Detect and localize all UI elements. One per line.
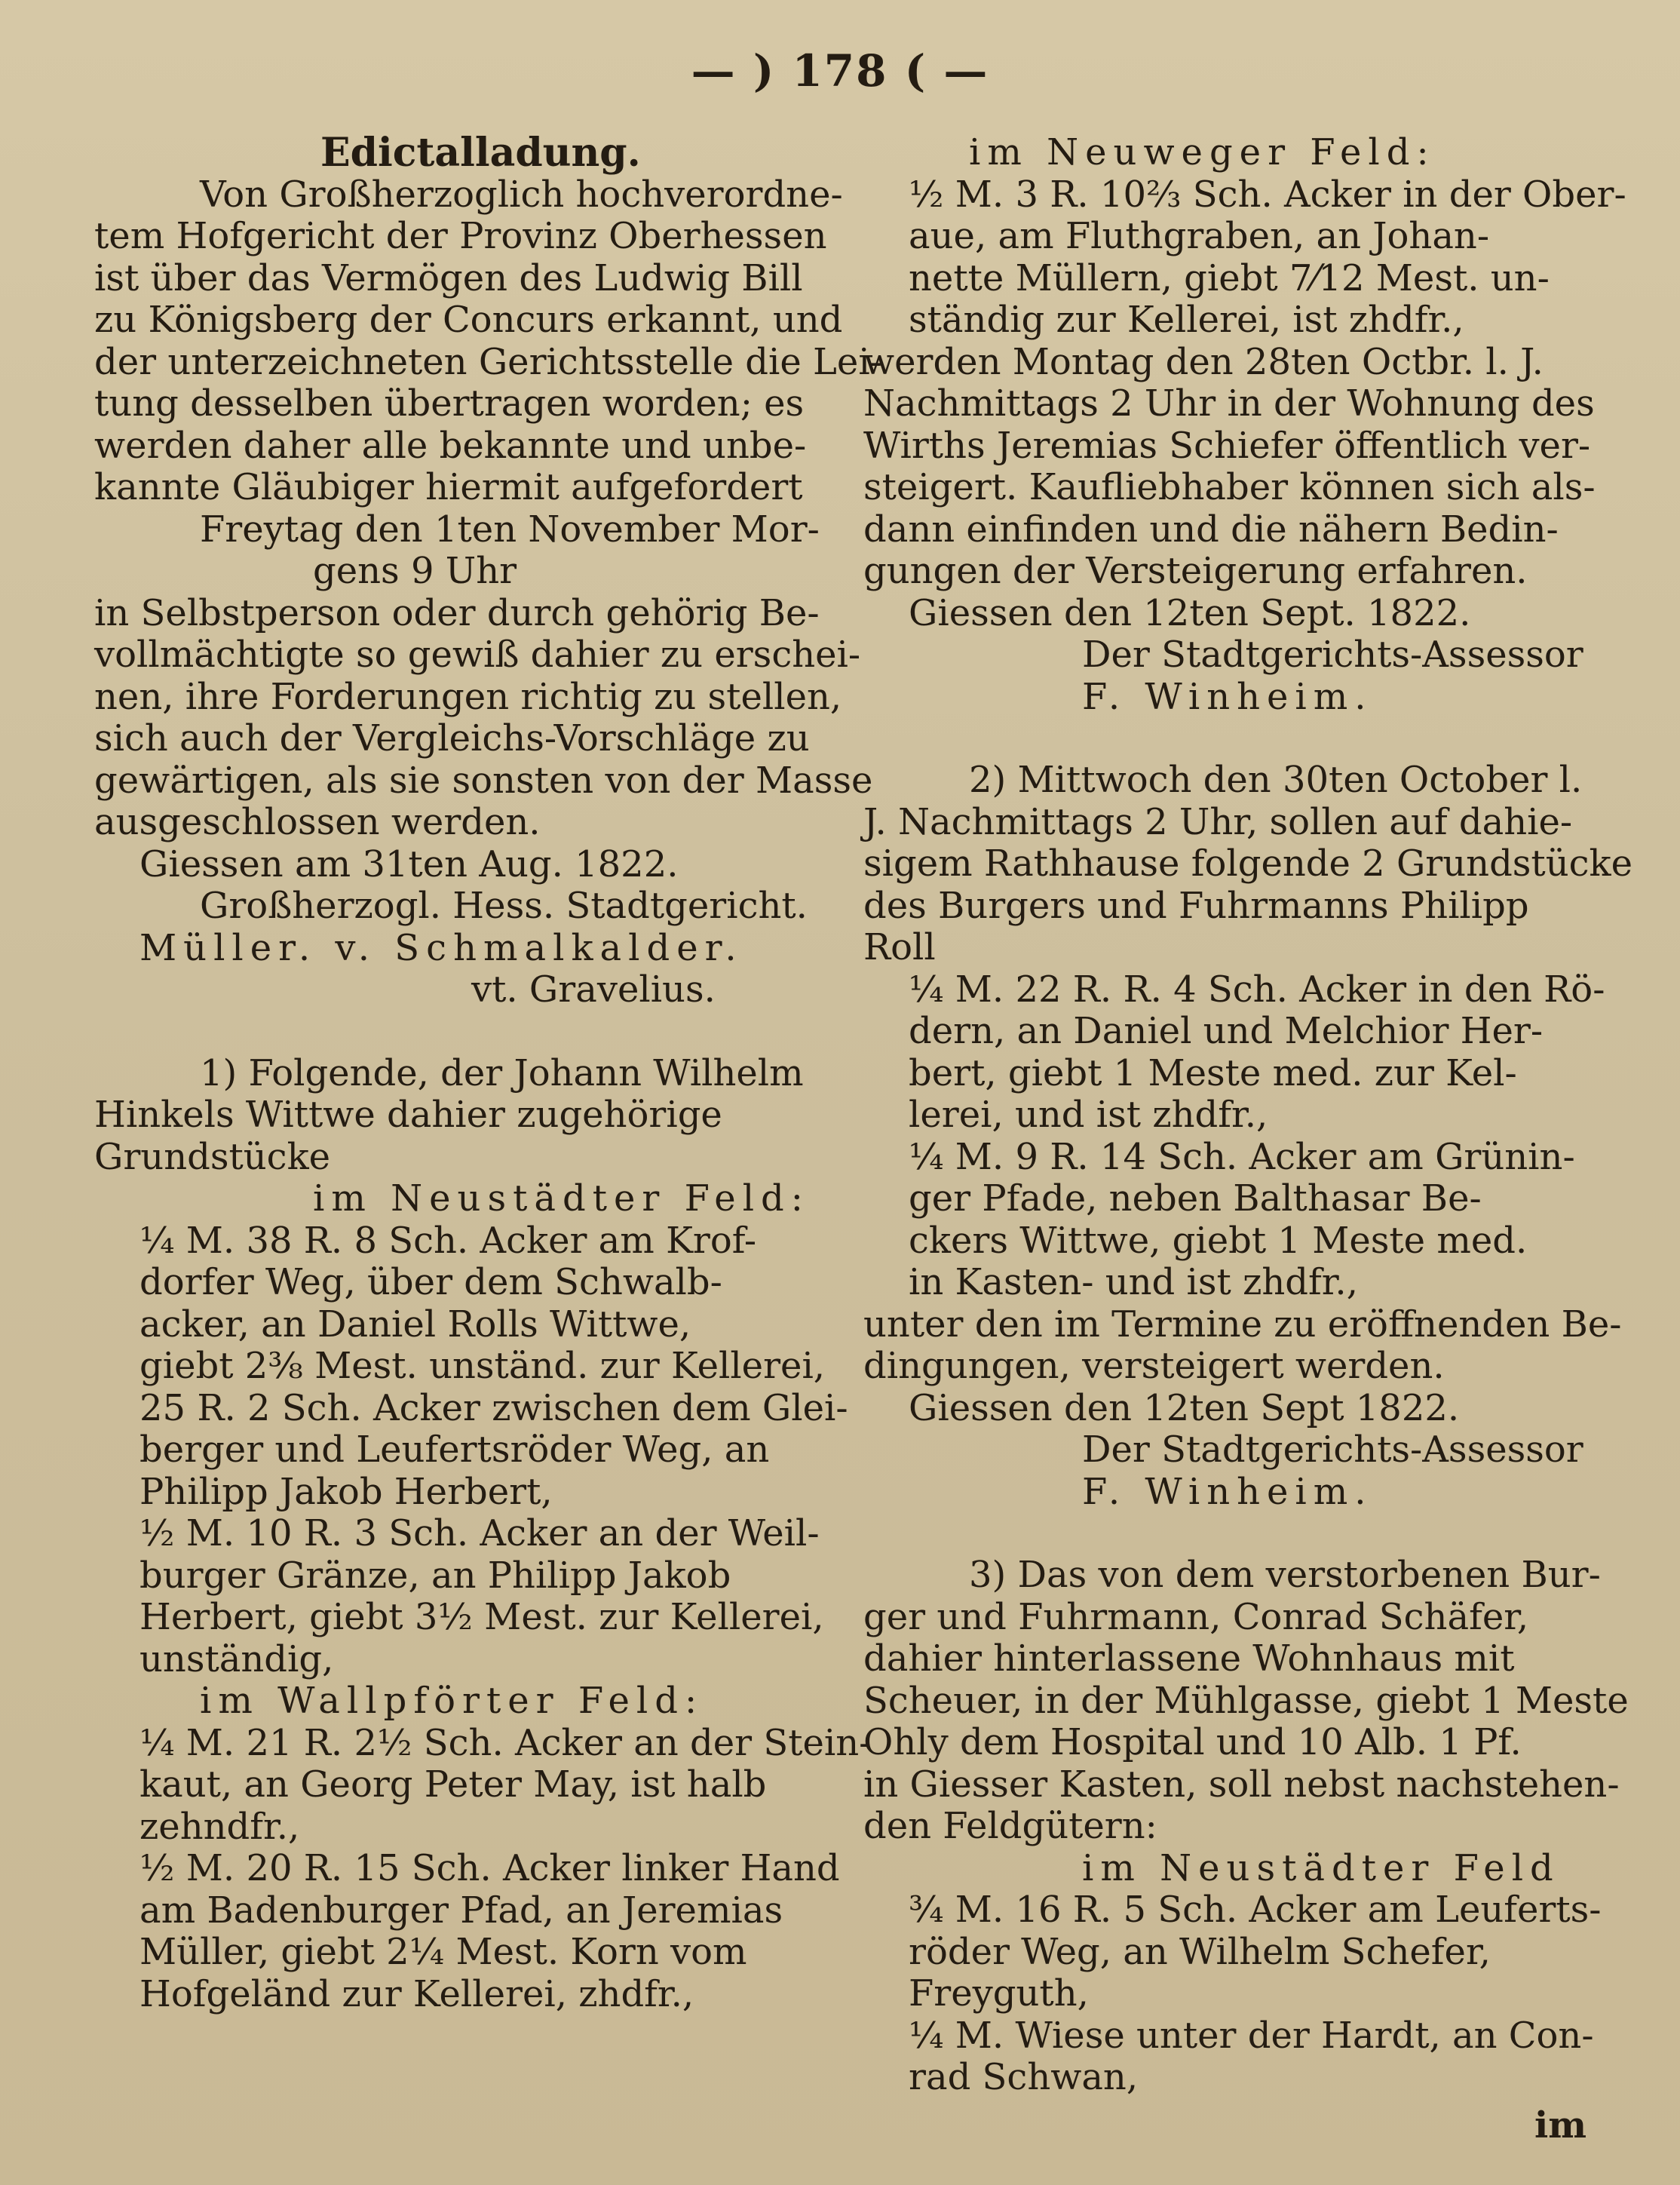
text-line: 25 R. 2 Sch. Acker zwischen dem Glei- [139,1386,848,1429]
text-line: Wirths Jeremias Schiefer öffentlich ver- [863,424,1591,467]
text-line: Ohly dem Hospital und 10 Alb. 1 Pf. [863,1721,1522,1763]
text-line: tung desselben übertragen worden; es [94,382,805,425]
text-line: Müller. v. Schmalkalder. [139,926,743,969]
text-line: ¼ M. 38 R. 8 Sch. Acker am Krof- [139,1219,757,1262]
text-line: Freytag den 1ten November Mor- [200,508,820,551]
text-line: vollmächtigte so gewiß dahier zu erschei- [94,634,861,676]
text-line: der unterzeichneten Gerichtsstelle die Lei- [94,340,882,383]
text-line: röder Weg, an Wilhelm Schefer, [909,1930,1491,1973]
text-line: ½ M. 10 R. 3 Sch. Acker an der Weil- [139,1512,820,1554]
text-line: berger und Leufertsröder Weg, an [139,1429,770,1471]
text-line: ¼ M. Wiese unter der Hardt, an Con- [909,2014,1594,2057]
text-line: im Wallpförter Feld: [200,1680,704,1722]
document-title: Edictalladung. [320,130,641,176]
text-line: Freyguth, [909,1972,1089,2015]
text-line: Giessen den 12ten Sept 1822. [909,1386,1460,1429]
spacer [94,1011,833,1053]
text-line: Giessen am 31ten Aug. 1822. [139,842,679,885]
text-line: F. Winheim. [1082,675,1373,718]
text-line: im Neuweger Feld: [969,131,1436,173]
text-line: in Kasten- und ist zhdfr., [909,1261,1358,1303]
text-line: in Selbstperson oder durch gehörig Be- [94,591,820,634]
text-line: giebt 2⅜ Mest. unständ. zur Kellerei, [139,1345,826,1387]
text-line: dingungen, versteigert werden. [863,1345,1445,1387]
text-line: J. Nachmittags 2 Uhr, sollen auf dahie- [863,800,1573,843]
text-line: ckers Wittwe, giebt 1 Meste med. [909,1219,1528,1262]
text-line: lerei, und ist zhdfr., [909,1094,1268,1136]
text-line: Hinkels Wittwe dahier zugehörige [94,1094,722,1136]
text-line: unständig, [139,1637,334,1680]
text-line: dern, an Daniel und Melchior Her- [909,1010,1544,1052]
text-line: Der Stadtgerichts-Assessor [1082,1429,1583,1471]
text-line: Scheuer, in der Mühlgasse, giebt 1 Meste [863,1679,1629,1722]
text-line: ¼ M. 22 R. R. 4 Sch. Acker in den Rö- [909,968,1605,1011]
text-line: am Badenburger Pfad, an Jeremias [139,1889,783,1932]
text-line: steigert. Kaufliebhaber können sich als- [863,466,1596,508]
text-line: nette Müllern, giebt 7⁄12 Mest. un- [909,256,1550,299]
text-line: ½ M. 20 R. 15 Sch. Acker linker Hand [139,1847,840,1889]
text-line: zehndfr., [139,1805,300,1848]
text-line: aue, am Fluthgraben, an Johan- [909,215,1490,257]
spacer [863,1513,1602,1554]
text-line: ¼ M. 21 R. 2½ Sch. Acker an der Stein- [139,1721,872,1764]
text-line: Herbert, giebt 3½ Mest. zur Kellerei, [139,1596,824,1638]
text-line: dorfer Weg, über dem Schwalb- [139,1261,722,1303]
text-line: ¼ M. 9 R. 14 Sch. Acker am Grünin- [909,1135,1575,1178]
text-line: dann einfinden und die nähern Bedin- [863,508,1559,551]
page-number: — ) 178 ( — [691,45,989,97]
text-line: nen, ihre Forderungen richtig zu stellen, [94,675,842,718]
text-line: F. Winheim. [1082,1470,1373,1513]
text-line: sigem Rathhause folgende 2 Grundstücke [863,842,1632,885]
text-line: ist über das Vermögen des Ludwig Bill [94,256,803,299]
spacer [863,718,1602,760]
text-line: Nachmittags 2 Uhr in der Wohnung des [863,382,1595,425]
text-line: gungen der Versteigerung erfahren. [863,550,1528,592]
text-line: Großherzogl. Hess. Stadtgericht. [200,885,808,927]
text-line: Müller, giebt 2¼ Mest. Korn vom [139,1931,747,1973]
catchword: im [1534,2104,1587,2147]
text-line: kannte Gläubiger hiermit aufgefordert [94,466,803,508]
text-line: kaut, an Georg Peter May, ist halb [139,1763,767,1806]
text-line: rad Schwan, [909,2056,1139,2098]
text-line: im Neustädter Feld [1082,1846,1560,1889]
text-line: Philipp Jakob Herbert, [139,1470,553,1513]
text-line: Giessen den 12ten Sept. 1822. [909,591,1471,634]
text-line: 3) Das von dem verstorbenen Bur- [969,1554,1601,1596]
text-line: Der Stadtgerichts-Assessor [1082,634,1583,676]
text-line: werden Montag den 28ten Octbr. l. J. [863,340,1544,383]
text-line: gens 9 Uhr [313,550,517,592]
text-line: acker, an Daniel Rolls Wittwe, [139,1303,691,1346]
text-line: 1) Folgende, der Johann Wilhelm [200,1051,804,1094]
text-line: ger Pfade, neben Balthasar Be- [909,1177,1482,1220]
text-line: 2) Mittwoch den 30ten October l. [969,759,1583,801]
text-line: gewärtigen, als sie sonsten von der Masse [94,759,873,802]
text-line: unter den im Termine zu eröffnenden Be- [863,1303,1622,1346]
text-line: zu Königsberg der Concurs erkannt, und [94,299,843,341]
text-line: bert, giebt 1 Meste med. zur Kel- [909,1051,1517,1094]
text-line: den Feldgütern: [863,1805,1157,1847]
text-line: tem Hofgericht der Provinz Oberhessen [94,215,827,257]
text-line: Grundstücke [94,1135,331,1178]
text-line: dahier hinterlassene Wohnhaus mit [863,1637,1515,1680]
text-line: Hofgeländ zur Kellerei, zhdfr., [139,1972,694,2015]
text-line: des Burgers und Fuhrmanns Philipp [863,884,1529,927]
text-line: Von Großherzoglich hochverordne- [200,173,843,216]
text-line: im Neustädter Feld: [313,1177,810,1220]
text-line: burger Gränze, an Philipp Jakob [139,1554,731,1597]
text-line: sich auch der Vergleichs-Vorschläge zu [94,717,810,760]
left-column [94,130,882,2015]
right-column [863,131,1632,2099]
text-line: ½ M. 3 R. 10⅔ Sch. Acker in der Ober- [909,173,1626,216]
text-line: ständig zur Kellerei, ist zhdfr., [909,299,1464,341]
text-line: ger und Fuhrmann, Conrad Schäfer, [863,1595,1529,1638]
text-line: vt. Gravelius. [471,968,716,1011]
text-line: ausgeschlossen werden. [94,801,541,843]
text-line: ¾ M. 16 R. 5 Sch. Acker am Leuferts- [909,1889,1602,1931]
text-line: werden daher alle bekannte und unbe- [94,424,807,467]
text-line: in Giesser Kasten, soll nebst nachstehen- [863,1763,1620,1806]
text-line: Roll [863,926,936,968]
